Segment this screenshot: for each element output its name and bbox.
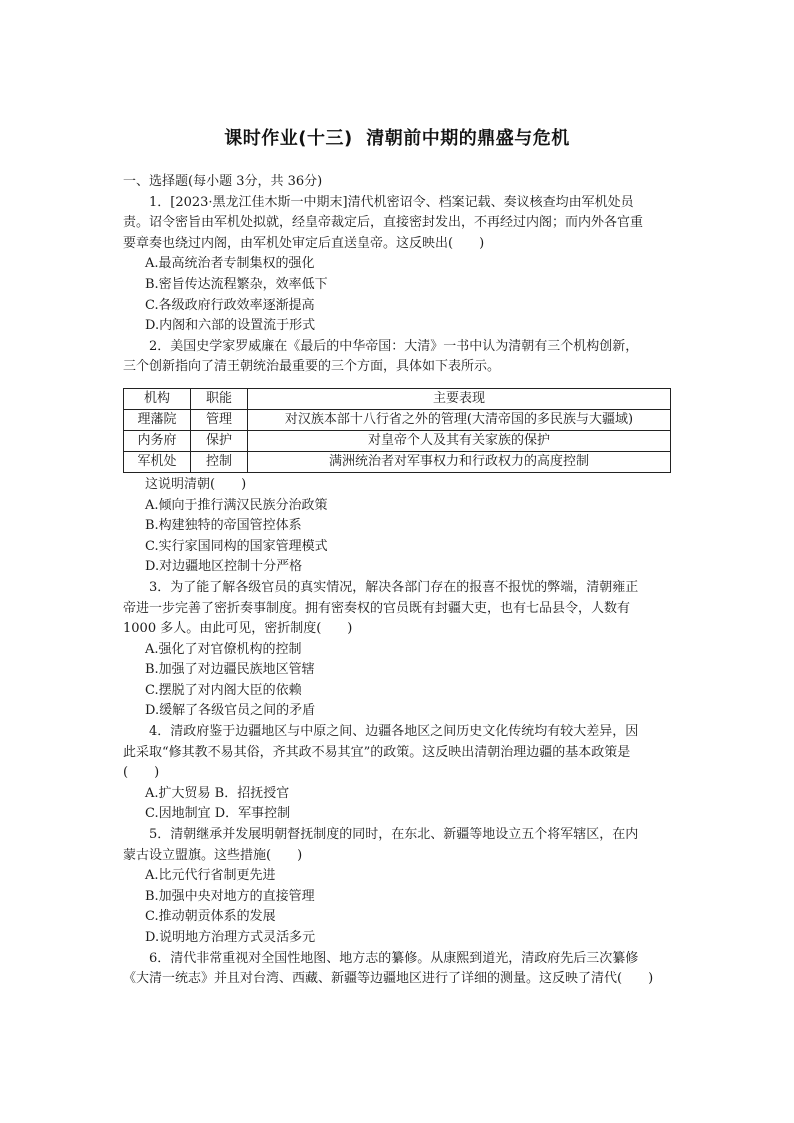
question-3 [123,578,671,722]
question-6-line-2: 《大清一统志》并且对台湾、西藏、新疆等边疆地区进行了详细的测量。这反映了清代( ) [123,971,654,987]
page-title: 课时作业(十三) 清朝前中期的鼎盛与危机 [224,128,570,149]
question-2-option-b[interactable]: B.构建独特的帝国管控体系 [145,518,302,534]
table-cell: 对皇帝个人及其有关家族的保护 [248,430,671,451]
table-cell: 保护 [191,430,248,451]
question-4-line-2: 此采取“修其教不易其俗，齐其政不易其宜”的政策。这反映出清朝治理边疆的基本政策是 [123,744,631,760]
table-row [124,430,671,451]
question-1-option-d[interactable]: D.内阁和六部的设置流于形式 [145,318,316,334]
table-row [124,451,671,472]
question-3-option-c[interactable]: C.摆脱了对内阁大臣的依赖 [145,682,302,698]
question-1-line-2: 责。诏令密旨由军机处拟就，经皇帝裁定后，直接密封发出，不再经过内阁；而内外各官重 [123,215,644,231]
question-2-option-d[interactable]: D.对边疆地区控制十分严格 [145,559,303,575]
question-2 [123,337,671,578]
question-1-option-a[interactable]: A.最高统治者专制集权的强化 [145,256,315,272]
question-2-line-1: 2．美国史学家罗威廉在《最后的中华帝国：大清》一书中认为清朝有三个机构创新， [149,338,639,354]
table-cell: 管理 [191,409,248,430]
question-5 [123,825,671,949]
table-header-cell: 主要表现 [248,388,671,409]
question-6-line-1: 6．清代非常重视对全国性地图、地方志的纂修。从康熙到道光，清政府先后三次纂修 [149,950,639,966]
question-5-option-d[interactable]: D.说明地方治理方式灵活多元 [145,930,316,945]
table-cell: 对汉族本部十八行省之外的管理(大清帝国的多民族与大疆域) [248,409,671,430]
table-header-row [124,388,671,409]
question-1-line-3: 要章奏也绕过内阁，由军机处审定后直送皇帝。这反映出( ) [123,235,485,251]
question-4-options-cd[interactable]: C.因地制宜 D．军事控制 [145,806,291,822]
question-3-option-a[interactable]: A.强化了对官僚机构的控制 [145,641,302,657]
table-cell: 满洲统治者对军事权力和行政权力的高度控制 [248,451,671,472]
question-4 [123,722,671,825]
question-3-line-3: 1000 多人。由此可见，密折制度( ) [123,621,353,637]
question-3-line-1: 3．为了能了解各级官员的真实情况，解决各部门存在的报喜不报忧的弊端，清朝雍正 [149,579,639,595]
section-heading: 一、选择题(每小题 3分，共 36分) [123,174,323,189]
question-5-option-b[interactable]: B.加强中央对地方的直接管理 [145,888,315,904]
question-2-option-c[interactable]: C.实行家国同构的国家管理模式 [145,538,328,554]
question-5-option-c[interactable]: C.推动朝贡体系的发展 [145,909,276,925]
table-cell: 内务府 [124,430,191,451]
question-1-option-c[interactable]: C.各级政府行政效率逐渐提高 [145,297,315,313]
question-1-option-b[interactable]: B.密旨传达流程繁杂，效率低下 [145,276,328,292]
question-2-option-a[interactable]: A.倾向于推行满汉民族分治政策 [145,497,328,513]
question-4-line-3: ( ) [123,765,160,781]
table-row [124,409,671,430]
question-5-line-2: 蒙古设立盟旗。这些措施( ) [123,847,303,863]
question-1 [123,193,671,337]
table-cell: 控制 [191,451,248,472]
table-header-cell: 机构 [124,388,191,409]
table-header-cell: 职能 [191,388,248,409]
question-6 [123,949,671,990]
question-1-line-1: 1．[2023·黑龙江佳木斯一中期末]清代机密诏令、档案记载、奏议核查均由军机处员 [149,194,634,210]
question-content [123,172,671,990]
question-2-stem: 这说明清朝( ) [145,476,247,492]
question-3-line-2: 帝进一步完善了密折奏事制度。拥有密奏权的官员既有封疆大吏，也有七品县令，人数有 [123,600,631,616]
question-5-line-1: 5．清朝继承并发展明朝督抚制度的同时，在东北、新疆等地设立五个将军辖区，在内 [149,827,639,843]
question-5-option-a[interactable]: A.比元代行省制更先进 [145,868,276,884]
table-cell: 理藩院 [124,409,191,430]
question-2-line-2: 三个创新指向了清王朝统治最重要的三个方面，具体如下表所示。 [123,359,501,375]
question-4-line-1: 4．清政府鉴于边疆地区与中原之间、边疆各地区之间历史文化传统均有较大差异，因 [149,724,639,740]
table-cell: 军机处 [124,451,191,472]
question-3-option-d[interactable]: D.缓解了各级官员之间的矛盾 [145,703,316,719]
institutions-table [123,388,671,473]
question-3-option-b[interactable]: B.加强了对边疆民族地区管辖 [145,662,315,678]
question-4-options-ab[interactable]: A.扩大贸易 B．招抚授官 [145,785,290,801]
